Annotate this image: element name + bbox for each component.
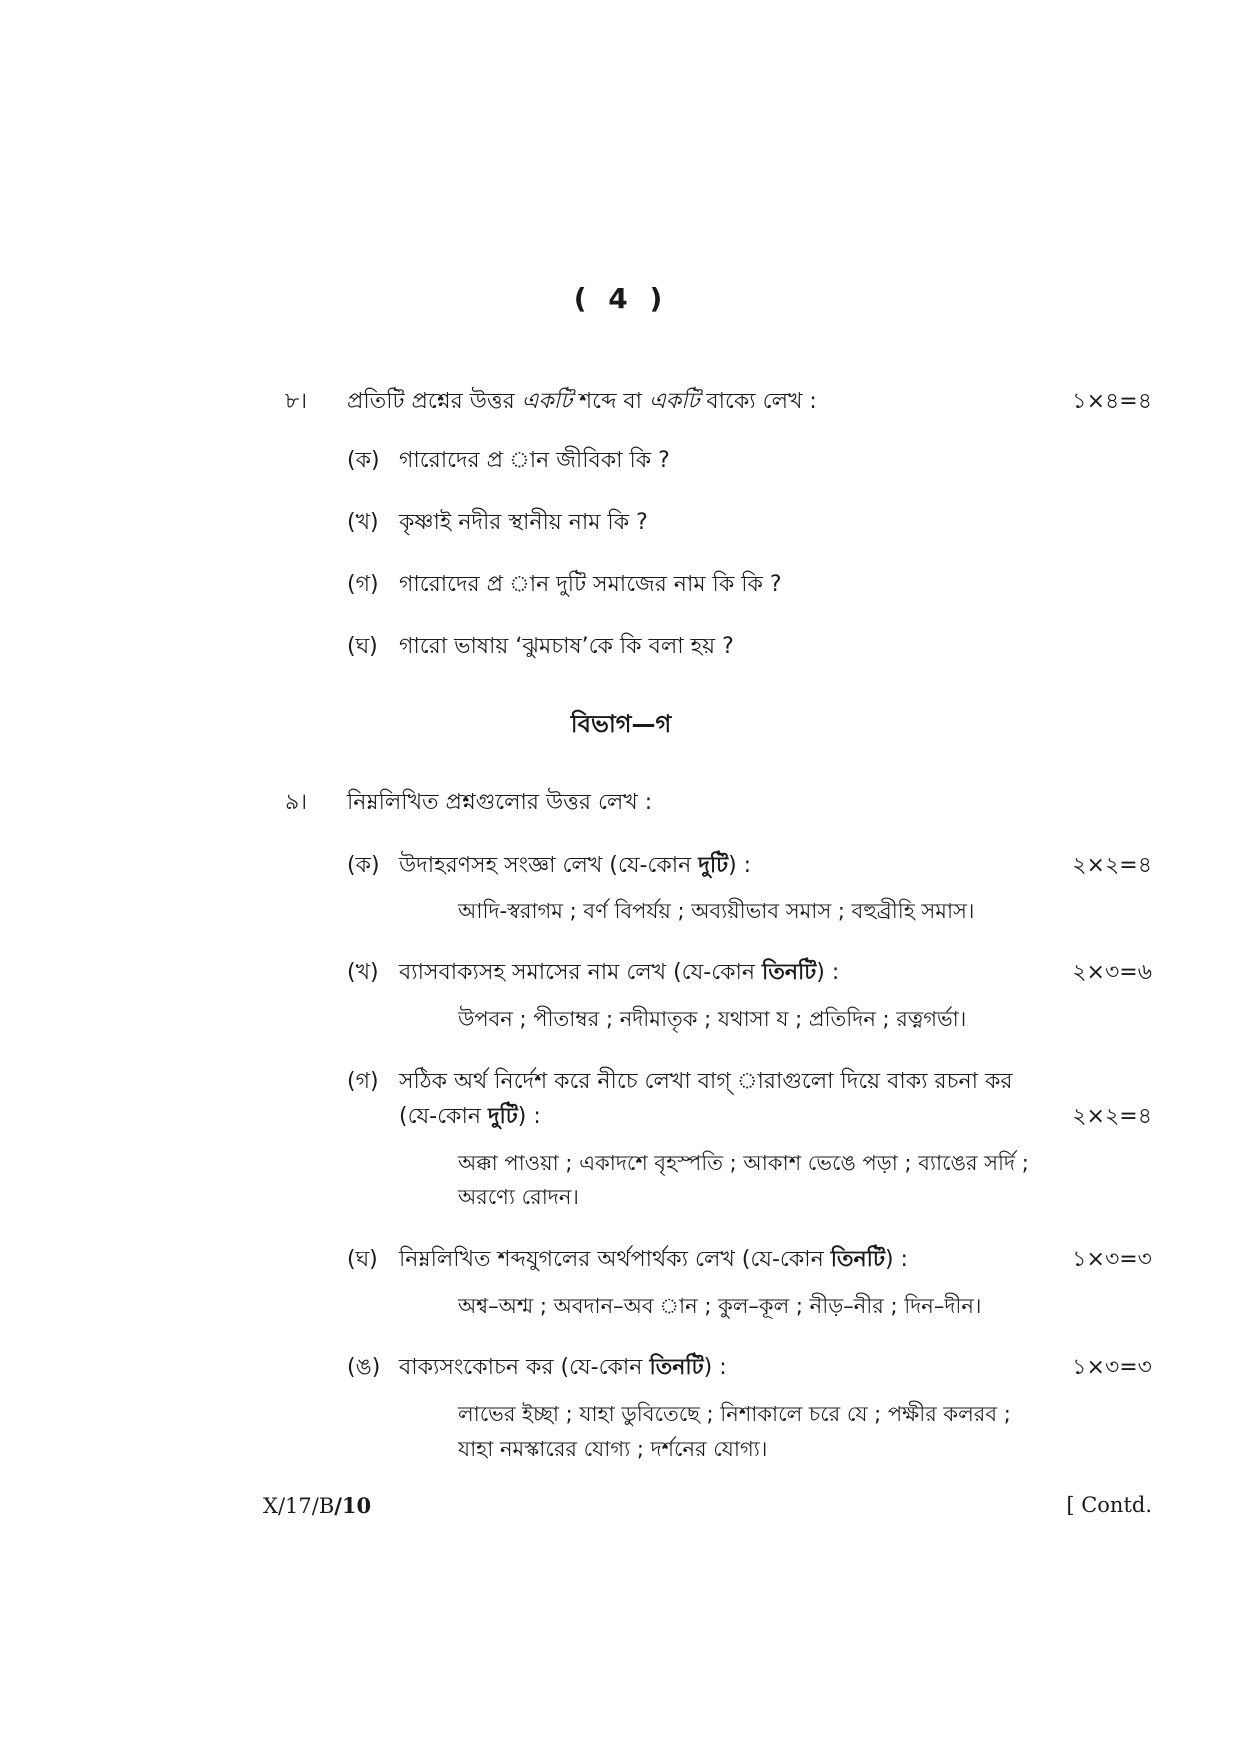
- q8-item-a-text: গারোদের প্র ান জীবিকা কি ?: [399, 448, 670, 473]
- q9-item-e: [347, 1350, 727, 1387]
- q9-item-c-marks: ২×২=৪: [1072, 1104, 1152, 1129]
- q8-item-d: [347, 629, 734, 666]
- question-9-text: নিম্নলিখিত প্রশ্নগুলোর উত্তর লেখ :: [347, 790, 653, 815]
- q9-item-c-line2-text: (যে-কোন: [399, 1104, 488, 1129]
- q8-item-c-label: (গ): [347, 572, 379, 597]
- q8-item-c-text: গারোদের প্র ান দুটি সমাজের নাম কি কি ?: [399, 572, 782, 597]
- q8-item-d-text: গারো ভাষায় ‘ঝুমচাষ’কে কি বলা হয় ?: [399, 634, 734, 659]
- q9-item-d-detail: অশ্ব–অশ্ম ; অবদান–অব ান ; কুল–কূল ; নীড়–নীর ; দিন–দীন।: [458, 1294, 982, 1318]
- paper-code-number: /10: [334, 1493, 372, 1518]
- q9-item-e-label: (ঙ): [347, 1355, 381, 1380]
- q9-item-b-text: ব্যাসবাক্যসহ সমাসের নাম লেখ (যে-কোন: [399, 960, 763, 985]
- q8-emphasis-2: একটি: [649, 389, 700, 414]
- q9-item-a-marks: ২×২=৪: [1072, 853, 1152, 878]
- question-8-number: ৮।: [285, 389, 308, 414]
- q9-item-a-label: (ক): [347, 853, 380, 878]
- q8-item-d-label: (ঘ): [347, 634, 378, 659]
- q9-item-a-text-end: ) :: [728, 853, 752, 878]
- question-8-marks: ১×৪=৪: [1072, 389, 1152, 414]
- q9-item-e-marks: ১×৩=৩: [1072, 1355, 1152, 1380]
- paper-code: [263, 1493, 371, 1518]
- q8-text-part2: শব্দে বা: [572, 389, 650, 414]
- q9-item-c-line2-end: ) :: [517, 1104, 541, 1129]
- continued-bracket: [: [1066, 1493, 1082, 1517]
- q8-emphasis-1: একটি: [521, 389, 573, 414]
- q9-item-e-detail-2: যাহা নমস্কারের যোগ্য ; দর্শনের যোগ্য।: [458, 1437, 768, 1461]
- q8-item-b-label: (খ): [347, 510, 379, 535]
- q9-item-a: [347, 848, 751, 885]
- question-8-text: [347, 384, 817, 421]
- q9-item-d-label: (ঘ): [347, 1247, 378, 1272]
- q9-item-d-bold: তিনটি: [830, 1247, 885, 1272]
- q9-item-a-text: উদাহরণসহ সংজ্ঞা লেখ (যে-কোন: [399, 853, 699, 878]
- q9-item-b-text-end: ) :: [816, 960, 840, 985]
- q9-item-b-label: (খ): [347, 960, 379, 985]
- continued-note: [1066, 1493, 1152, 1517]
- q9-item-e-text-end: ) :: [703, 1355, 727, 1380]
- q9-item-d-marks: ১×৩=৩: [1072, 1247, 1152, 1272]
- q9-item-c-line1: সঠিক অর্থ নির্দেশ করে নীচে লেখা বাগ্ ারাগুলো দিয়ে বাক্য রচনা কর: [399, 1069, 1013, 1094]
- q9-item-b: [347, 955, 839, 992]
- q9-item-d: [347, 1242, 908, 1279]
- q9-item-c-label: (গ): [347, 1069, 379, 1094]
- q9-item-d-text: নিম্নলিখিত শব্দযুগলের অর্থপার্থক্য লেখ (যে-কোন: [399, 1247, 831, 1272]
- q9-item-c: [347, 1064, 1093, 1101]
- question-9-number: ৯।: [285, 790, 308, 815]
- q8-item-b: [347, 505, 648, 542]
- q8-item-a: [347, 443, 670, 480]
- page-number: ( 4 ): [573, 282, 669, 315]
- q8-text-part3: বাক্যে লেখ :: [699, 389, 817, 414]
- q9-item-e-bold: তিনটি: [649, 1355, 704, 1380]
- q8-item-b-text: কৃষ্ণাই নদীর স্থানীয় নাম কি ?: [399, 510, 648, 535]
- q8-item-a-label: (ক): [347, 448, 380, 473]
- q9-item-b-marks: ২×৩=৬: [1072, 960, 1152, 985]
- q9-item-c-detail-1: অক্কা পাওয়া ; একাদশে বৃহস্পতি ; আকাশ ভেঙে পড়া ; ব্যাঙের সর্দি ;: [458, 1151, 1029, 1175]
- q9-item-b-detail: উপবন ; পীতাম্বর ; নদীমাতৃক ; যথাসা য ; প্রতিদিন ; রত্নগর্ভা।: [458, 1007, 967, 1031]
- q9-item-c-detail-2: অরণ্যে রোদন।: [458, 1185, 579, 1209]
- q9-item-d-text-end: ) :: [884, 1247, 908, 1272]
- q8-text-part1: প্রতিটি প্রশ্নের উত্তর: [347, 389, 522, 414]
- q9-item-e-detail-1: লাভের ইচ্ছা ; যাহা ডুবিতেছে ; নিশাকালে চরে যে ; পক্ষীর কলরব ;: [458, 1402, 1011, 1426]
- q9-item-a-detail: আদি-স্বরাগম ; বর্ণ বিপর্যয় ; অব্যয়ীভাব সমাস ; বহুব্রীহি সমাস।: [458, 899, 975, 923]
- q9-item-b-bold: তিনটি: [762, 960, 817, 985]
- q9-item-c-line2: [399, 1099, 541, 1136]
- q8-item-c: [347, 567, 782, 604]
- q9-item-a-bold: দুটি: [698, 853, 729, 878]
- section-title: বিভাগ—গ: [570, 710, 672, 738]
- paper-code-prefix: X/17/B: [263, 1494, 335, 1518]
- q9-item-c-bold: দুটি: [487, 1104, 518, 1129]
- q9-item-e-text: বাক্যসংকোচন কর (যে-কোন: [399, 1355, 650, 1380]
- continued-label: Contd.: [1081, 1493, 1152, 1517]
